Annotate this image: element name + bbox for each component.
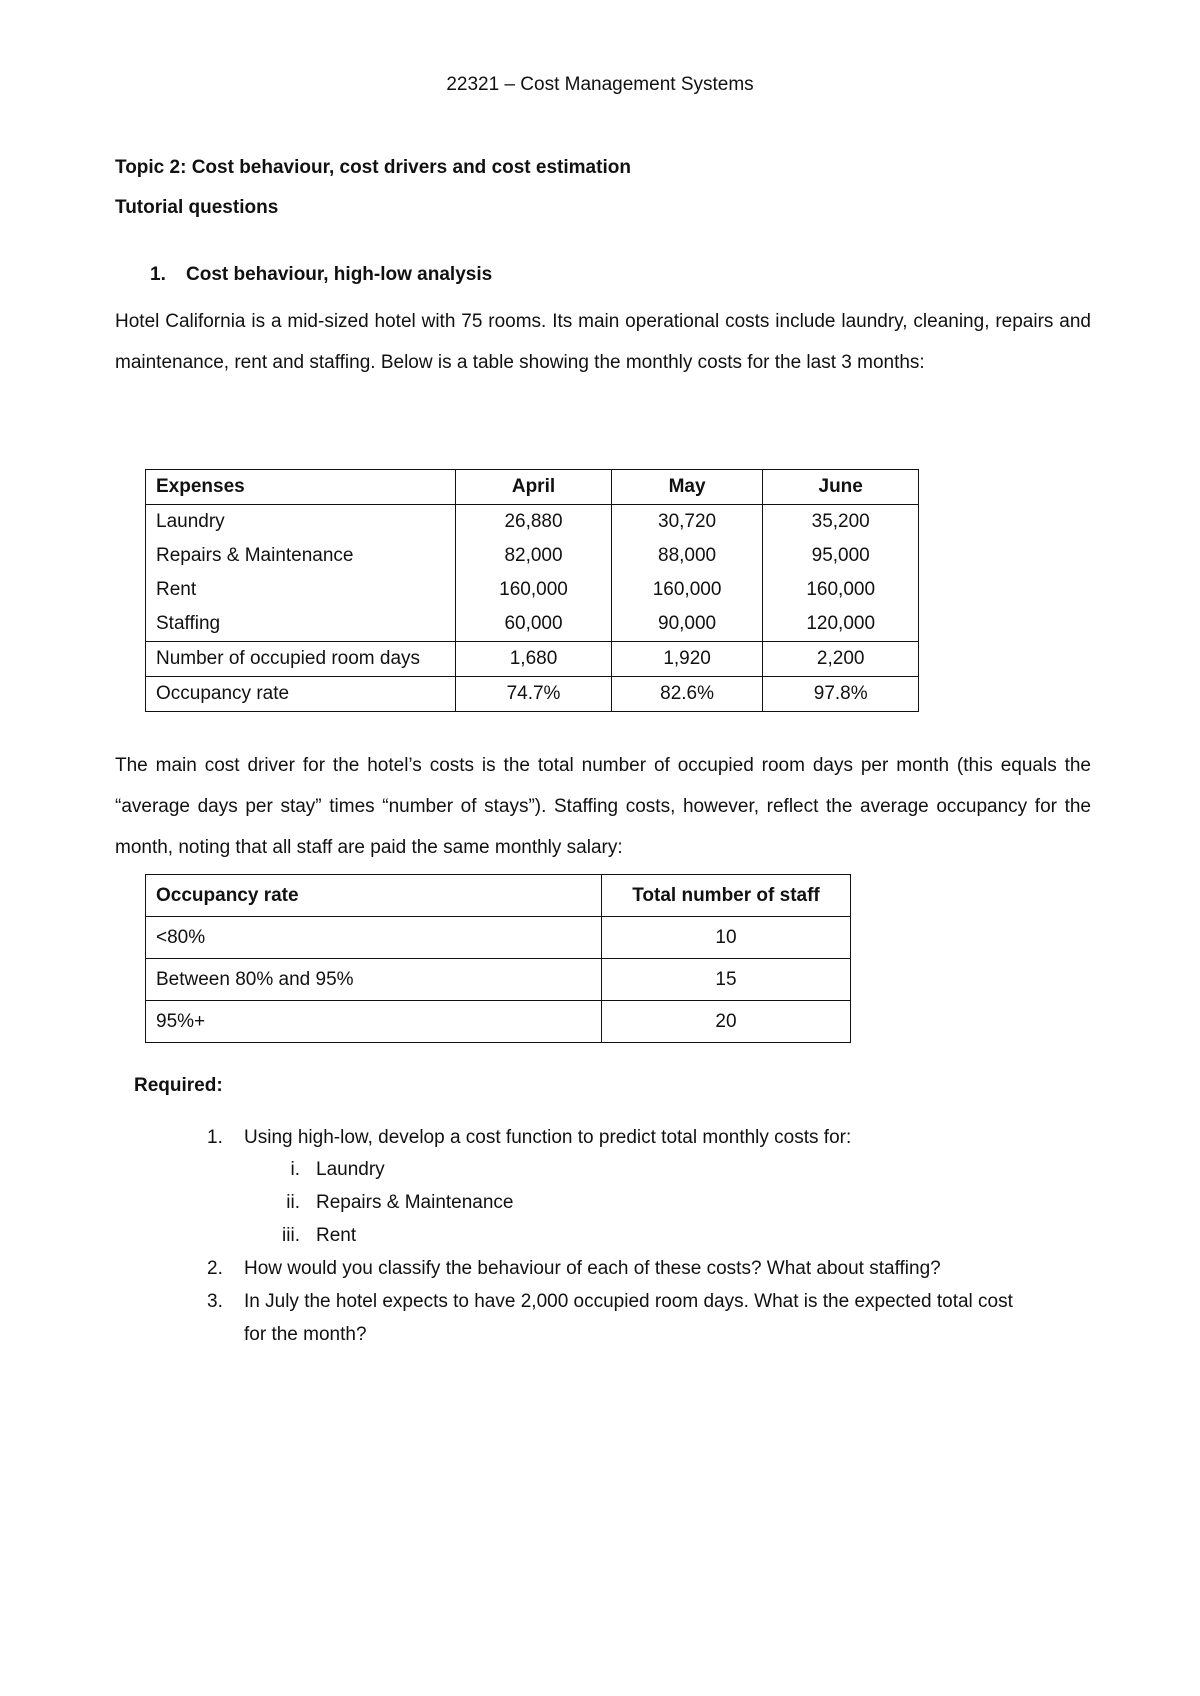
table-cell: 1,920 — [611, 642, 763, 677]
table-cell: <80% — [146, 917, 602, 959]
question-text: for the month? — [244, 1324, 367, 1345]
table-cell: 160,000 — [763, 573, 919, 607]
tutorial-subtitle: Tutorial questions — [115, 197, 279, 218]
table-row — [146, 505, 919, 540]
table-cell: 120,000 — [763, 607, 919, 642]
table-row — [146, 642, 919, 677]
table-row — [146, 607, 919, 642]
column-header: Expenses — [146, 470, 456, 505]
table-cell: 74.7% — [456, 677, 612, 712]
cost-driver-paragraph: The main cost driver for the hotel’s costs is the total number of occupied room days per month (this equals the “average days per stay” times “number of stays”). Staffing costs, however, reflect the average occupancy for the month, noting that all staff are paid the same monthly salary: — [115, 755, 1091, 858]
table-cell: 88,000 — [611, 539, 763, 573]
column-header: April — [456, 470, 612, 505]
intro-paragraph: Hotel California is a mid-sized hotel with 75 rooms. Its main operational costs include laundry, cleaning, repairs and maintenance, rent and staffing. Below is a table showing the monthly costs for the last 3 months: — [115, 311, 1091, 373]
table-cell: Between 80% and 95% — [146, 959, 602, 1001]
table-cell: 82.6% — [611, 677, 763, 712]
table-cell: 20 — [602, 1001, 851, 1043]
table-row — [146, 917, 851, 959]
table-cell: Laundry — [146, 505, 456, 540]
sub-question-text: Repairs & Maintenance — [316, 1192, 514, 1213]
sub-question-text: Laundry — [316, 1159, 385, 1180]
monthly-cost-table — [145, 469, 919, 712]
table-row — [146, 677, 919, 712]
table-cell: 160,000 — [456, 573, 612, 607]
section-number: 1. — [150, 264, 166, 285]
question-text: How would you classify the behaviour of each of these costs? What about staffing? — [244, 1258, 941, 1279]
table-cell: 60,000 — [456, 607, 612, 642]
table-cell: 30,720 — [611, 505, 763, 540]
table-cell: 1,680 — [456, 642, 612, 677]
table-row — [146, 959, 851, 1001]
table-cell: 35,200 — [763, 505, 919, 540]
question-text: In July the hotel expects to have 2,000 occupied room days. What is the expected total cost — [244, 1291, 1013, 1312]
table-cell: 15 — [602, 959, 851, 1001]
question-number: 2. — [207, 1258, 223, 1279]
required-heading: Required: — [134, 1075, 223, 1096]
table-cell: 95,000 — [763, 539, 919, 573]
table-cell: 10 — [602, 917, 851, 959]
question-number: 1. — [207, 1127, 223, 1148]
table-cell: 26,880 — [456, 505, 612, 540]
question-text: Using high-low, develop a cost function to predict total monthly costs for: — [244, 1127, 852, 1148]
column-header: Total number of staff — [602, 875, 851, 917]
column-header: June — [763, 470, 919, 505]
table-cell: Repairs & Maintenance — [146, 539, 456, 573]
table-cell: Staffing — [146, 607, 456, 642]
table-cell: 160,000 — [611, 573, 763, 607]
table-cell: Occupancy rate — [146, 677, 456, 712]
table-row — [146, 539, 919, 573]
sub-question-number: i. — [290, 1159, 300, 1180]
topic-title: Topic 2: Cost behaviour, cost drivers and cost estimation — [115, 157, 631, 178]
table-cell: 82,000 — [456, 539, 612, 573]
section-title: Cost behaviour, high-low analysis — [186, 264, 493, 285]
table-cell: 95%+ — [146, 1001, 602, 1043]
table-cell: 90,000 — [611, 607, 763, 642]
table-cell: 2,200 — [763, 642, 919, 677]
table-header-row — [146, 470, 919, 505]
sub-question-number: ii. — [286, 1192, 300, 1213]
page-header: 22321 – Cost Management Systems — [446, 74, 754, 95]
column-header: May — [611, 470, 763, 505]
question-number: 3. — [207, 1291, 223, 1312]
table-header-row — [146, 875, 851, 917]
table-cell: Rent — [146, 573, 456, 607]
sub-question-number: iii. — [282, 1225, 300, 1246]
sub-question-text: Rent — [316, 1225, 357, 1246]
table-cell: 97.8% — [763, 677, 919, 712]
column-header: Occupancy rate — [146, 875, 602, 917]
table-row — [146, 573, 919, 607]
staffing-table — [145, 874, 851, 1043]
table-row — [146, 1001, 851, 1043]
table-cell: Number of occupied room days — [146, 642, 456, 677]
